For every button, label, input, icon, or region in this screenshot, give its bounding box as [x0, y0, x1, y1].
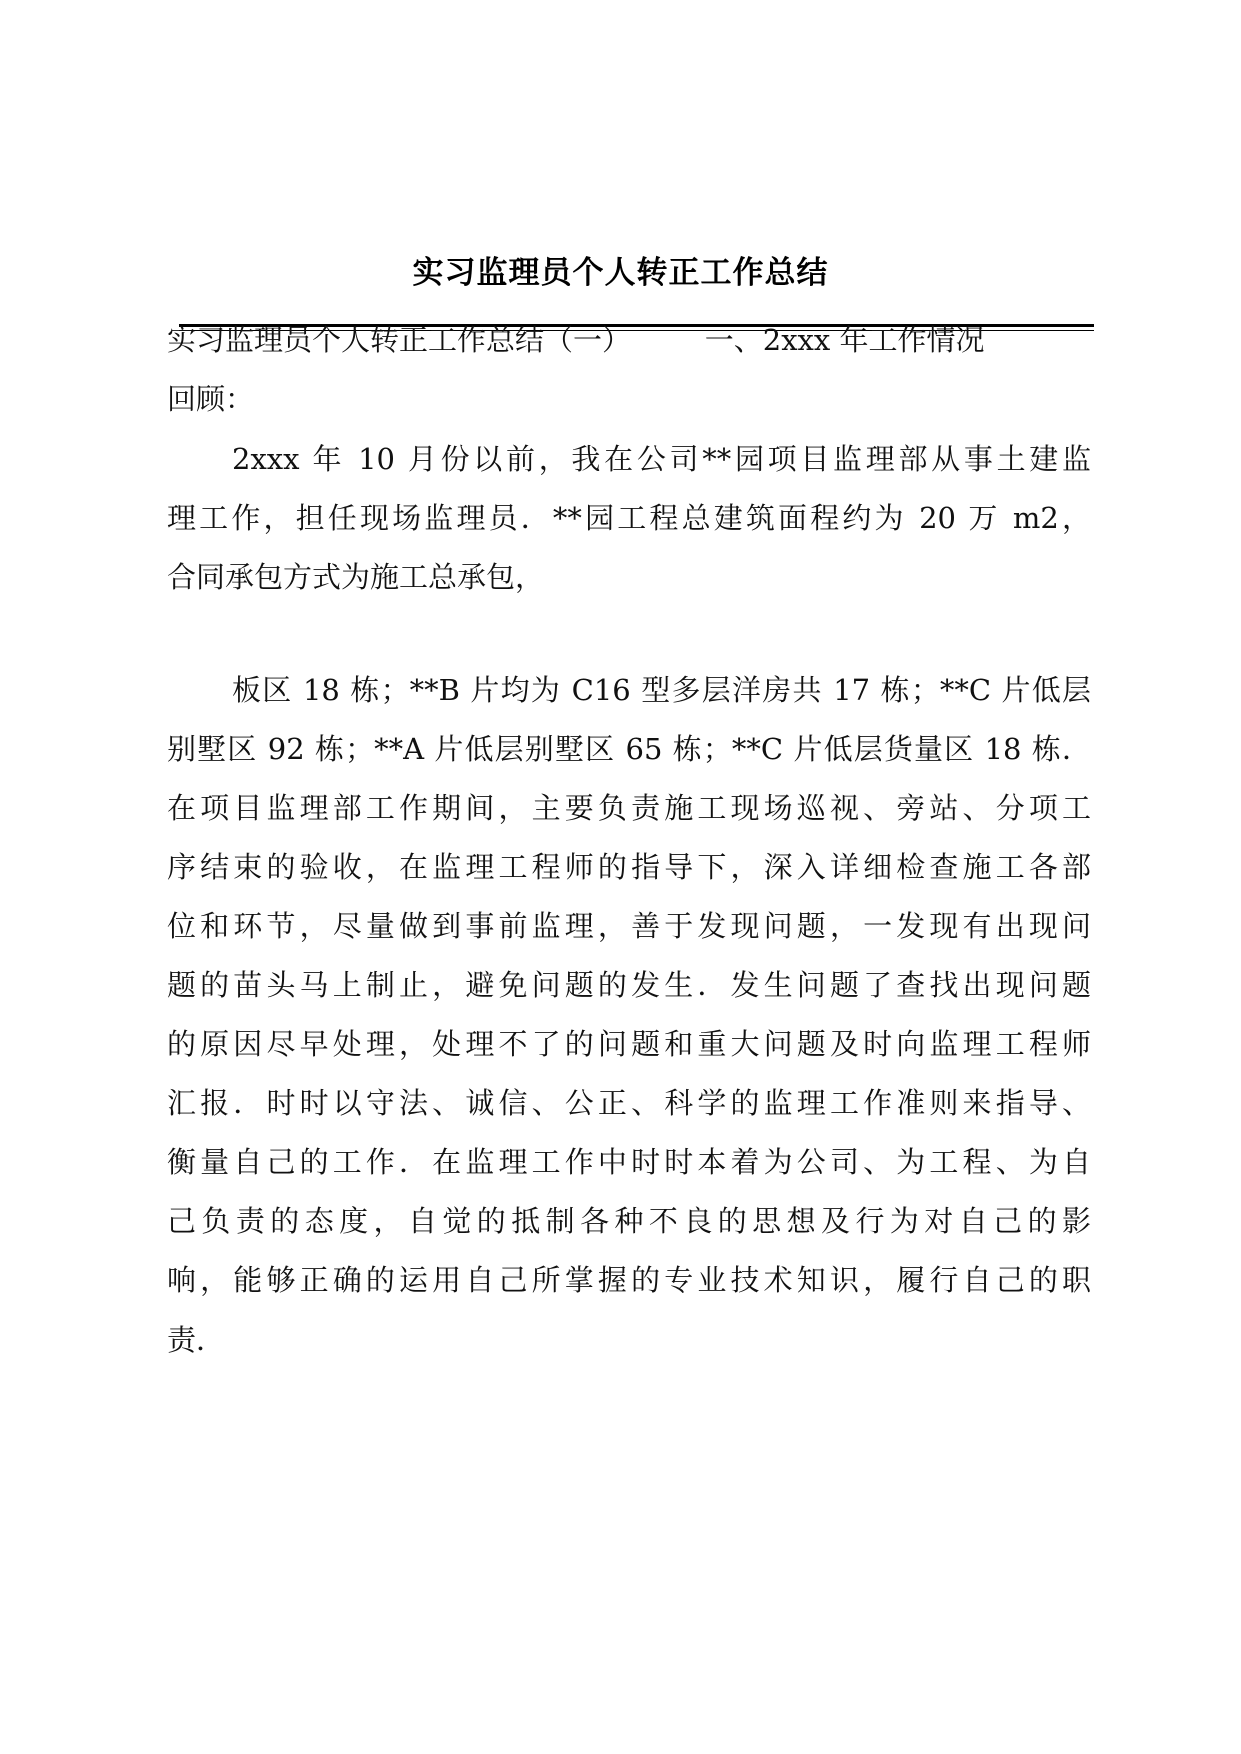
body-line: 位和环节，尽量做到事前监理，善于发现问题，一发现有出现问	[167, 909, 1091, 943]
body-line: 题的苗头马上制止，避免问题的发生．发生问题了查找出现问题	[167, 968, 1091, 1002]
body-line-heading: 实习监理员个人转正工作总结（一） 一、2xxx 年工作情况	[167, 323, 985, 357]
body-line: 回顾：	[167, 382, 255, 416]
body-line: 责．	[167, 1323, 226, 1357]
body-line: 合同承包方式为施工总承包，	[167, 560, 545, 594]
body-line: 在项目监理部工作期间，主要负责施工现场巡视、旁站、分项工	[167, 791, 1091, 825]
body-line: 汇报．时时以守法、诚信、公正、科学的监理工作准则来指导、	[167, 1086, 1091, 1120]
body-line: 衡量自己的工作．在监理工作中时时本着为公司、为工程、为自	[167, 1145, 1091, 1179]
body-line: 别墅区 92 栋；**A 片低层别墅区 65 栋；**C 片低层货量区 18 栋．	[167, 732, 1091, 766]
body-line: 的原因尽早处理，处理不了的问题和重大问题及时向监理工程师	[167, 1027, 1091, 1061]
body-line: 理工作，担任现场监理员．**园工程总建筑面程约为 20 万 m2，	[167, 501, 1091, 535]
body-line: 2xxx 年 10 月份以前，我在公司**园项目监理部从事土建监	[232, 442, 1091, 476]
document-title: 实习监理员个人转正工作总结	[412, 255, 829, 291]
body-line: 板区 18 栋；**B 片均为 C16 型多层洋房共 17 栋；**C 片低层	[232, 673, 1091, 707]
body-line: 响，能够正确的运用自己所掌握的专业技术知识，履行自己的职	[167, 1263, 1091, 1297]
body-line: 己负责的态度，自觉的抵制各种不良的思想及行为对自己的影	[167, 1204, 1091, 1238]
body-line: 序结束的验收，在监理工程师的指导下，深入详细检查施工各部	[167, 850, 1091, 884]
